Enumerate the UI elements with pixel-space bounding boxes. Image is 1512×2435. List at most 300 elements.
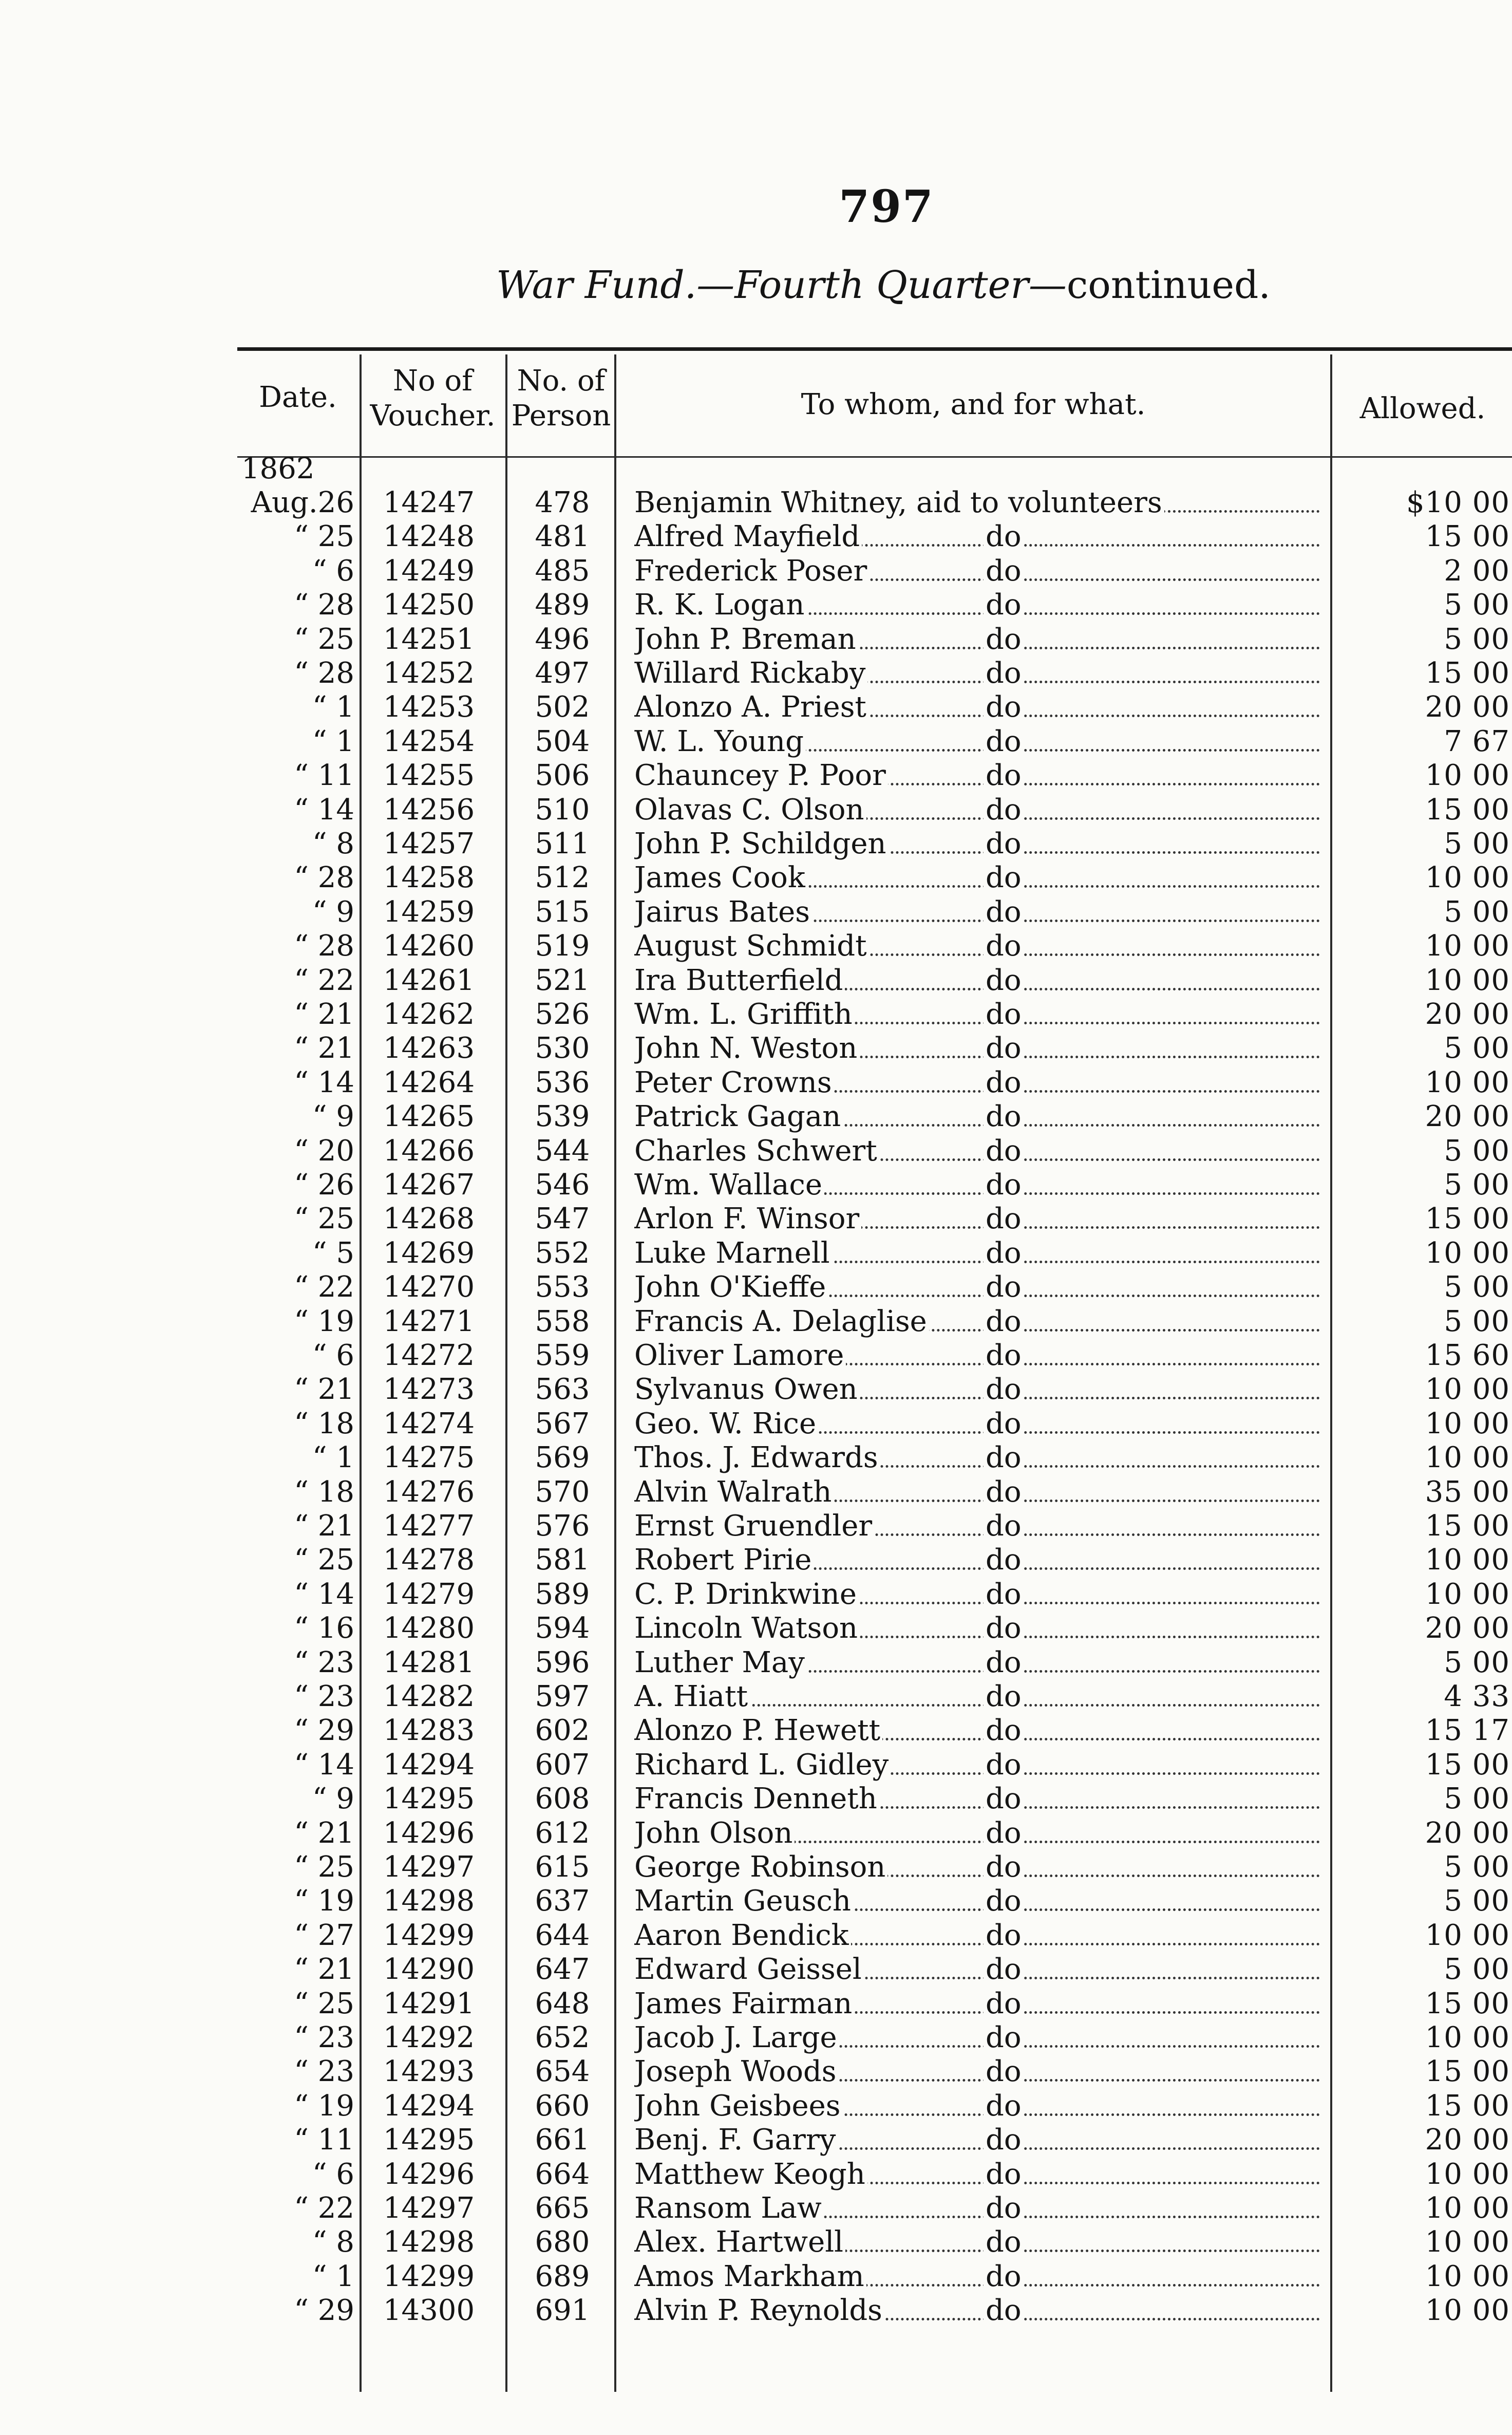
row-person-number: 485: [535, 554, 590, 588]
row-date: “ 16: [294, 1612, 354, 1645]
table-top-rule: [237, 347, 1512, 351]
row-ditto: do: [984, 554, 1024, 588]
row-recipient: [634, 1168, 1320, 1202]
row-recipient: [634, 1919, 1320, 1953]
table-row: [0, 520, 1512, 554]
row-date: “ 11: [294, 759, 354, 793]
row-date: “ 28: [294, 929, 354, 963]
row-date: “ 19: [294, 2089, 354, 2123]
row-voucher-number: 14269: [383, 1236, 475, 1270]
row-recipient: [634, 554, 1320, 588]
row-recipient-name: John Olson: [634, 1816, 795, 1850]
row-allowed-amount: 20 00: [1425, 1100, 1510, 1134]
row-allowed-amount: 15 17: [1425, 1714, 1510, 1748]
row-ditto: do: [984, 2260, 1024, 2294]
row-voucher-number: 14264: [383, 1065, 475, 1099]
row-voucher-number: 14281: [383, 1645, 475, 1679]
row-voucher-number: 14252: [383, 657, 475, 690]
row-recipient: [634, 1578, 1320, 1612]
row-date: “ 9: [312, 1100, 354, 1134]
row-allowed-amount: 10 00: [1425, 2021, 1510, 2054]
row-date: “ 1: [312, 1441, 354, 1475]
row-person-number: 552: [535, 1236, 590, 1270]
header-person-line2: Person: [511, 399, 611, 433]
row-allowed-amount: 10 00: [1425, 759, 1510, 793]
header-whom: To whom, and for what.: [801, 388, 1146, 421]
row-allowed-amount: 15 00: [1425, 1748, 1510, 1782]
row-ditto: do: [984, 1543, 1024, 1577]
table-row: [0, 1407, 1512, 1441]
row-allowed-amount: 10 00: [1425, 1373, 1510, 1407]
row-recipient: [634, 964, 1320, 998]
row-recipient-name: Ransom Law: [634, 2192, 824, 2225]
row-recipient-name: Alvin Walrath: [634, 1475, 834, 1509]
row-recipient: [634, 486, 1320, 520]
row-person-number: 570: [535, 1475, 590, 1509]
row-ditto: do: [984, 964, 1024, 998]
row-recipient-name: Alonzo P. Hewett: [634, 1714, 882, 1747]
row-recipient-name: Charles Schwert: [634, 1134, 879, 1168]
row-ditto: do: [984, 1714, 1024, 1748]
table-row: [0, 2192, 1512, 2225]
table-row: [0, 486, 1512, 520]
row-person-number: 648: [535, 1987, 590, 2020]
table-row: [0, 1066, 1512, 1100]
row-recipient-name: Francis A. Delaglise: [634, 1305, 929, 1338]
row-date: “ 1: [312, 690, 354, 724]
row-recipient-name: Jairus Bates: [634, 895, 812, 929]
row-ditto: do: [984, 1816, 1024, 1850]
row-recipient-name: Joseph Woods: [634, 2055, 839, 2088]
row-recipient: [634, 2192, 1320, 2225]
row-person-number: 481: [535, 520, 590, 554]
row-allowed-amount: 10 00: [1425, 2192, 1510, 2225]
row-ditto: do: [984, 861, 1024, 895]
row-ditto: do: [984, 1509, 1024, 1543]
row-voucher-number: 14251: [383, 622, 475, 656]
row-recipient-name: Alex. Hartwell: [634, 2225, 845, 2259]
row-person-number: 497: [535, 657, 590, 690]
row-recipient: [634, 1612, 1320, 1645]
table-row: [0, 998, 1512, 1032]
row-ditto: do: [984, 1987, 1024, 2021]
row-person-number: 530: [535, 1032, 590, 1065]
row-voucher-number: 14293: [383, 2055, 475, 2089]
row-date: “ 28: [294, 588, 354, 622]
table-row: [0, 1237, 1512, 1270]
row-allowed-amount: 15 00: [1425, 1987, 1510, 2020]
row-ditto: do: [984, 725, 1024, 759]
row-recipient-name: Sylvanus Owen: [634, 1373, 860, 1406]
row-recipient-name: Olavas C. Olson: [634, 793, 866, 827]
row-person-number: 478: [535, 486, 590, 519]
row-recipient-name: John P. Breman: [634, 623, 858, 656]
row-person-number: 654: [535, 2055, 590, 2089]
row-person-number: 596: [535, 1645, 590, 1679]
row-date: “ 14: [294, 1577, 354, 1611]
row-ditto: do: [984, 1134, 1024, 1168]
row-ditto: do: [984, 1270, 1024, 1304]
row-voucher-number: 14297: [383, 2192, 475, 2225]
row-date: “ 14: [294, 1748, 354, 1782]
row-date: “ 22: [294, 1270, 354, 1304]
row-allowed-amount: 10 00: [1425, 2157, 1510, 2191]
row-person-number: 567: [535, 1407, 590, 1440]
row-recipient-name: Willard Rickaby: [634, 657, 867, 690]
row-person-number: 496: [535, 622, 590, 656]
row-date: “ 18: [294, 1407, 354, 1440]
row-date: “ 6: [312, 554, 354, 588]
row-voucher-number: 14253: [383, 690, 475, 724]
row-person-number: 581: [535, 1543, 590, 1577]
row-voucher-number: 14279: [383, 1577, 475, 1611]
table-row: [0, 588, 1512, 622]
table-row: [0, 1714, 1512, 1748]
row-allowed-amount: 15 00: [1425, 1202, 1510, 1236]
row-allowed-amount: 4 33: [1444, 1680, 1510, 1713]
row-ditto: do: [984, 1202, 1024, 1236]
row-recipient: [634, 1066, 1320, 1100]
table-row: [0, 2089, 1512, 2123]
table-row: [0, 1134, 1512, 1168]
row-allowed-amount: 15 00: [1425, 520, 1510, 554]
row-recipient-name: John Geisbees: [634, 2089, 843, 2123]
row-person-number: 502: [535, 690, 590, 724]
row-recipient: [634, 1270, 1320, 1304]
row-recipient: [634, 1987, 1320, 2021]
row-allowed-amount: 20 00: [1425, 2123, 1510, 2157]
row-voucher-number: 14254: [383, 724, 475, 758]
row-ditto: do: [984, 1066, 1024, 1100]
row-allowed-amount: 20 00: [1425, 998, 1510, 1031]
row-ditto: do: [984, 1782, 1024, 1816]
row-person-number: 608: [535, 1782, 590, 1816]
row-recipient-name: Chauncey P. Poor: [634, 759, 888, 792]
table-row: [0, 623, 1512, 657]
row-recipient-name: C. P. Drinkwine: [634, 1578, 859, 1611]
row-allowed-amount: 5 00: [1444, 588, 1510, 622]
row-allowed-amount: 10 00: [1425, 1577, 1510, 1611]
row-ditto: do: [984, 2294, 1024, 2328]
row-voucher-number: 14295: [383, 2123, 475, 2157]
row-recipient: [634, 929, 1320, 963]
row-ditto: do: [984, 1441, 1024, 1475]
row-voucher-number: 14270: [383, 1270, 475, 1304]
row-recipient: [634, 827, 1320, 861]
row-recipient: [634, 2021, 1320, 2055]
table-row: [0, 861, 1512, 895]
table-row: [0, 1953, 1512, 1987]
row-voucher-number: 14247: [383, 486, 475, 519]
table-row: [0, 2225, 1512, 2259]
table-row: [0, 1270, 1512, 1304]
row-recipient-name: James Fairman: [634, 1987, 854, 2020]
row-allowed-amount: 35 00: [1425, 1475, 1510, 1509]
row-date: “ 14: [294, 1065, 354, 1099]
table-row: [0, 1782, 1512, 1816]
row-allowed-amount: 15 00: [1425, 793, 1510, 827]
row-recipient: [634, 861, 1320, 895]
page-number: 797: [839, 181, 934, 233]
row-date: “ 28: [294, 861, 354, 895]
table-row: [0, 895, 1512, 929]
table-header-rule: [237, 456, 1512, 458]
row-ditto: do: [984, 1578, 1024, 1612]
row-date: “ 22: [294, 2192, 354, 2225]
row-person-number: 510: [535, 793, 590, 827]
header-voucher-line2: Voucher.: [370, 399, 496, 433]
row-voucher-number: 14292: [383, 2021, 475, 2054]
table-row: [0, 759, 1512, 793]
row-person-number: 597: [535, 1680, 590, 1713]
row-voucher-number: 14266: [383, 1134, 475, 1168]
row-recipient: [634, 1680, 1320, 1714]
row-allowed-amount: 15 00: [1425, 657, 1510, 690]
row-recipient: [634, 1373, 1320, 1407]
row-ditto: do: [984, 1373, 1024, 1407]
row-allowed-amount: 5 00: [1444, 1032, 1510, 1065]
row-ditto: do: [984, 1237, 1024, 1270]
row-voucher-number: 14258: [383, 861, 475, 895]
row-person-number: 504: [535, 724, 590, 758]
row-allowed-amount: 5 00: [1444, 1270, 1510, 1304]
row-date: “ 29: [294, 2294, 354, 2328]
row-allowed-amount: 20 00: [1425, 690, 1510, 724]
row-recipient: [634, 1543, 1320, 1577]
table-row: [0, 725, 1512, 759]
row-person-number: 637: [535, 1884, 590, 1918]
row-recipient: [634, 2158, 1320, 2192]
row-person-number: 547: [535, 1202, 590, 1236]
table-row: [0, 690, 1512, 724]
row-ditto: do: [984, 793, 1024, 827]
row-ditto: do: [984, 759, 1024, 793]
row-voucher-number: 14277: [383, 1509, 475, 1543]
row-recipient-name: Francis Denneth: [634, 1782, 879, 1815]
row-ditto: do: [984, 929, 1024, 963]
row-date: “ 23: [294, 1645, 354, 1679]
row-voucher-number: 14271: [383, 1304, 475, 1338]
row-allowed-amount: 20 00: [1425, 1612, 1510, 1645]
row-date: Aug.26: [251, 486, 354, 519]
row-date: “ 20: [294, 1134, 354, 1168]
row-recipient: [634, 1202, 1320, 1236]
row-allowed-amount: 10 00: [1425, 2294, 1510, 2328]
header-voucher: [362, 364, 503, 434]
row-ditto: do: [984, 2089, 1024, 2123]
row-voucher-number: 14255: [383, 759, 475, 793]
row-person-number: 602: [535, 1714, 590, 1748]
table-row: [0, 1646, 1512, 1680]
row-voucher-number: 14265: [383, 1100, 475, 1134]
row-person-number: 612: [535, 1816, 590, 1850]
row-date: “ 8: [312, 2225, 354, 2259]
row-ditto: do: [984, 2021, 1024, 2055]
row-date: “ 26: [294, 1168, 354, 1202]
row-ditto: do: [984, 623, 1024, 657]
row-recipient: [634, 793, 1320, 827]
table-row: [0, 1816, 1512, 1850]
row-ditto: do: [984, 1305, 1024, 1339]
row-recipient-name: Luther May: [634, 1646, 807, 1679]
row-recipient-name: Peter Crowns: [634, 1066, 834, 1099]
row-recipient: [634, 2123, 1320, 2157]
row-voucher-number: 14248: [383, 520, 475, 554]
row-person-number: 680: [535, 2225, 590, 2259]
row-voucher-number: 14297: [383, 1850, 475, 1884]
row-voucher-number: 14299: [383, 2259, 475, 2293]
row-allowed-amount: 5 00: [1444, 1953, 1510, 1987]
row-voucher-number: 14267: [383, 1168, 475, 1202]
row-person-number: 515: [535, 895, 590, 929]
row-allowed-amount: $10 00: [1406, 486, 1510, 519]
row-ditto: do: [984, 1032, 1024, 1065]
row-voucher-number: 14290: [383, 1953, 475, 1987]
row-ditto: do: [984, 1884, 1024, 1918]
row-recipient: [634, 895, 1320, 929]
row-person-number: 519: [535, 929, 590, 963]
table-row: [0, 1032, 1512, 1065]
table-row: [0, 1612, 1512, 1645]
table-row: [0, 1987, 1512, 2021]
table-row: [0, 1850, 1512, 1884]
row-allowed-amount: 15 00: [1425, 2055, 1510, 2089]
row-recipient: [634, 657, 1320, 690]
row-date: “ 28: [294, 657, 354, 690]
row-allowed-amount: 10 00: [1425, 2225, 1510, 2259]
table-row: [0, 1100, 1512, 1134]
row-recipient-name: Edward Geissel: [634, 1953, 864, 1986]
row-date: “ 18: [294, 1475, 354, 1509]
row-person-number: 665: [535, 2192, 590, 2225]
row-date: “ 11: [294, 2123, 354, 2157]
row-recipient-name: John P. Schildgen: [634, 827, 889, 860]
row-allowed-amount: 5 00: [1444, 1782, 1510, 1816]
row-allowed-amount: 15 00: [1425, 1509, 1510, 1543]
row-person-number: 544: [535, 1134, 590, 1168]
header-date: Date.: [259, 381, 337, 414]
row-person-number: 526: [535, 998, 590, 1031]
row-person-number: 594: [535, 1612, 590, 1645]
row-recipient: [634, 2294, 1320, 2328]
row-person-number: 644: [535, 1918, 590, 1952]
table-row: [0, 2123, 1512, 2157]
row-date: “ 1: [312, 724, 354, 758]
row-allowed-amount: 5 00: [1444, 1134, 1510, 1168]
row-recipient-name: Robert Pirie: [634, 1543, 814, 1577]
table-row: [0, 2055, 1512, 2089]
table-row: [0, 1919, 1512, 1953]
row-recipient-name: Patrick Gagan: [634, 1100, 843, 1133]
row-person-number: 512: [535, 861, 590, 895]
header-voucher-line1: No of: [393, 364, 472, 398]
row-voucher-number: 14280: [383, 1612, 475, 1645]
row-recipient: [634, 1305, 1320, 1339]
table-row: [0, 929, 1512, 963]
row-ditto: do: [984, 895, 1024, 929]
row-person-number: 539: [535, 1100, 590, 1134]
row-recipient: [634, 1646, 1320, 1680]
table-row: [0, 2260, 1512, 2294]
row-person-number: 563: [535, 1373, 590, 1407]
row-voucher-number: 14260: [383, 929, 475, 963]
row-voucher-number: 14283: [383, 1714, 475, 1748]
row-allowed-amount: 5 00: [1444, 1645, 1510, 1679]
table-row: [0, 1543, 1512, 1577]
row-recipient: [634, 759, 1320, 793]
row-date: “ 8: [312, 827, 354, 860]
row-allowed-amount: 10 00: [1425, 1543, 1510, 1577]
header-allowed: Allowed.: [1359, 392, 1486, 425]
row-recipient: [634, 725, 1320, 759]
row-allowed-amount: 10 00: [1425, 861, 1510, 895]
row-recipient-name: Wm. L. Griffith: [634, 998, 855, 1031]
row-recipient-name: Luke Marnell: [634, 1237, 832, 1270]
row-ditto: do: [984, 2192, 1024, 2225]
row-recipient: [634, 588, 1320, 622]
row-recipient-name: Geo. W. Rice: [634, 1407, 818, 1440]
row-date: “ 1: [312, 2259, 354, 2293]
table-row: [0, 1168, 1512, 1202]
row-recipient: [634, 1714, 1320, 1748]
row-recipient: [634, 998, 1320, 1032]
row-recipient: [634, 1850, 1320, 1884]
row-recipient: [634, 1816, 1320, 1850]
row-recipient: [634, 1884, 1320, 1918]
row-date: “ 23: [294, 2021, 354, 2054]
row-allowed-amount: 5 00: [1444, 1850, 1510, 1884]
row-person-number: 652: [535, 2021, 590, 2054]
table-row: [0, 1509, 1512, 1543]
row-voucher-number: 14294: [383, 1748, 475, 1782]
row-date: “ 29: [294, 1714, 354, 1748]
row-recipient-name: Aaron Bendick: [634, 1919, 851, 1952]
row-recipient-name: James Cook: [634, 861, 807, 894]
row-allowed-amount: 7 67: [1444, 724, 1510, 758]
row-ditto: do: [984, 1339, 1024, 1373]
row-person-number: 661: [535, 2123, 590, 2157]
table-row: [0, 554, 1512, 588]
row-date: “ 21: [294, 1032, 354, 1065]
title-continued: continued.: [1066, 263, 1271, 307]
table-row: [0, 1475, 1512, 1509]
row-allowed-amount: 15 60: [1425, 1339, 1510, 1372]
row-date: “ 21: [294, 1953, 354, 1987]
row-voucher-number: 14274: [383, 1407, 475, 1440]
row-allowed-amount: 5 00: [1444, 622, 1510, 656]
row-ditto: do: [984, 1953, 1024, 1987]
row-recipient-name: Frederick Poser: [634, 554, 869, 588]
table-row: [0, 657, 1512, 690]
row-date: “ 6: [312, 2157, 354, 2191]
row-recipient-name: Thos. J. Edwards: [634, 1441, 880, 1474]
row-allowed-amount: 5 00: [1444, 827, 1510, 860]
row-recipient: [634, 1782, 1320, 1816]
row-recipient: [634, 2260, 1320, 2294]
row-person-number: 589: [535, 1577, 590, 1611]
row-recipient-name: Lincoln Watson: [634, 1612, 860, 1645]
row-recipient-name: John N. Weston: [634, 1032, 859, 1065]
row-ditto: do: [984, 588, 1024, 622]
row-voucher-number: 14263: [383, 1032, 475, 1065]
row-recipient-name: Jacob J. Large: [634, 2021, 839, 2054]
row-ditto: do: [984, 1680, 1024, 1714]
row-allowed-amount: 10 00: [1425, 1065, 1510, 1099]
row-voucher-number: 14262: [383, 998, 475, 1031]
row-date: “ 22: [294, 963, 354, 997]
row-ditto: do: [984, 657, 1024, 690]
row-ditto: do: [984, 1748, 1024, 1782]
